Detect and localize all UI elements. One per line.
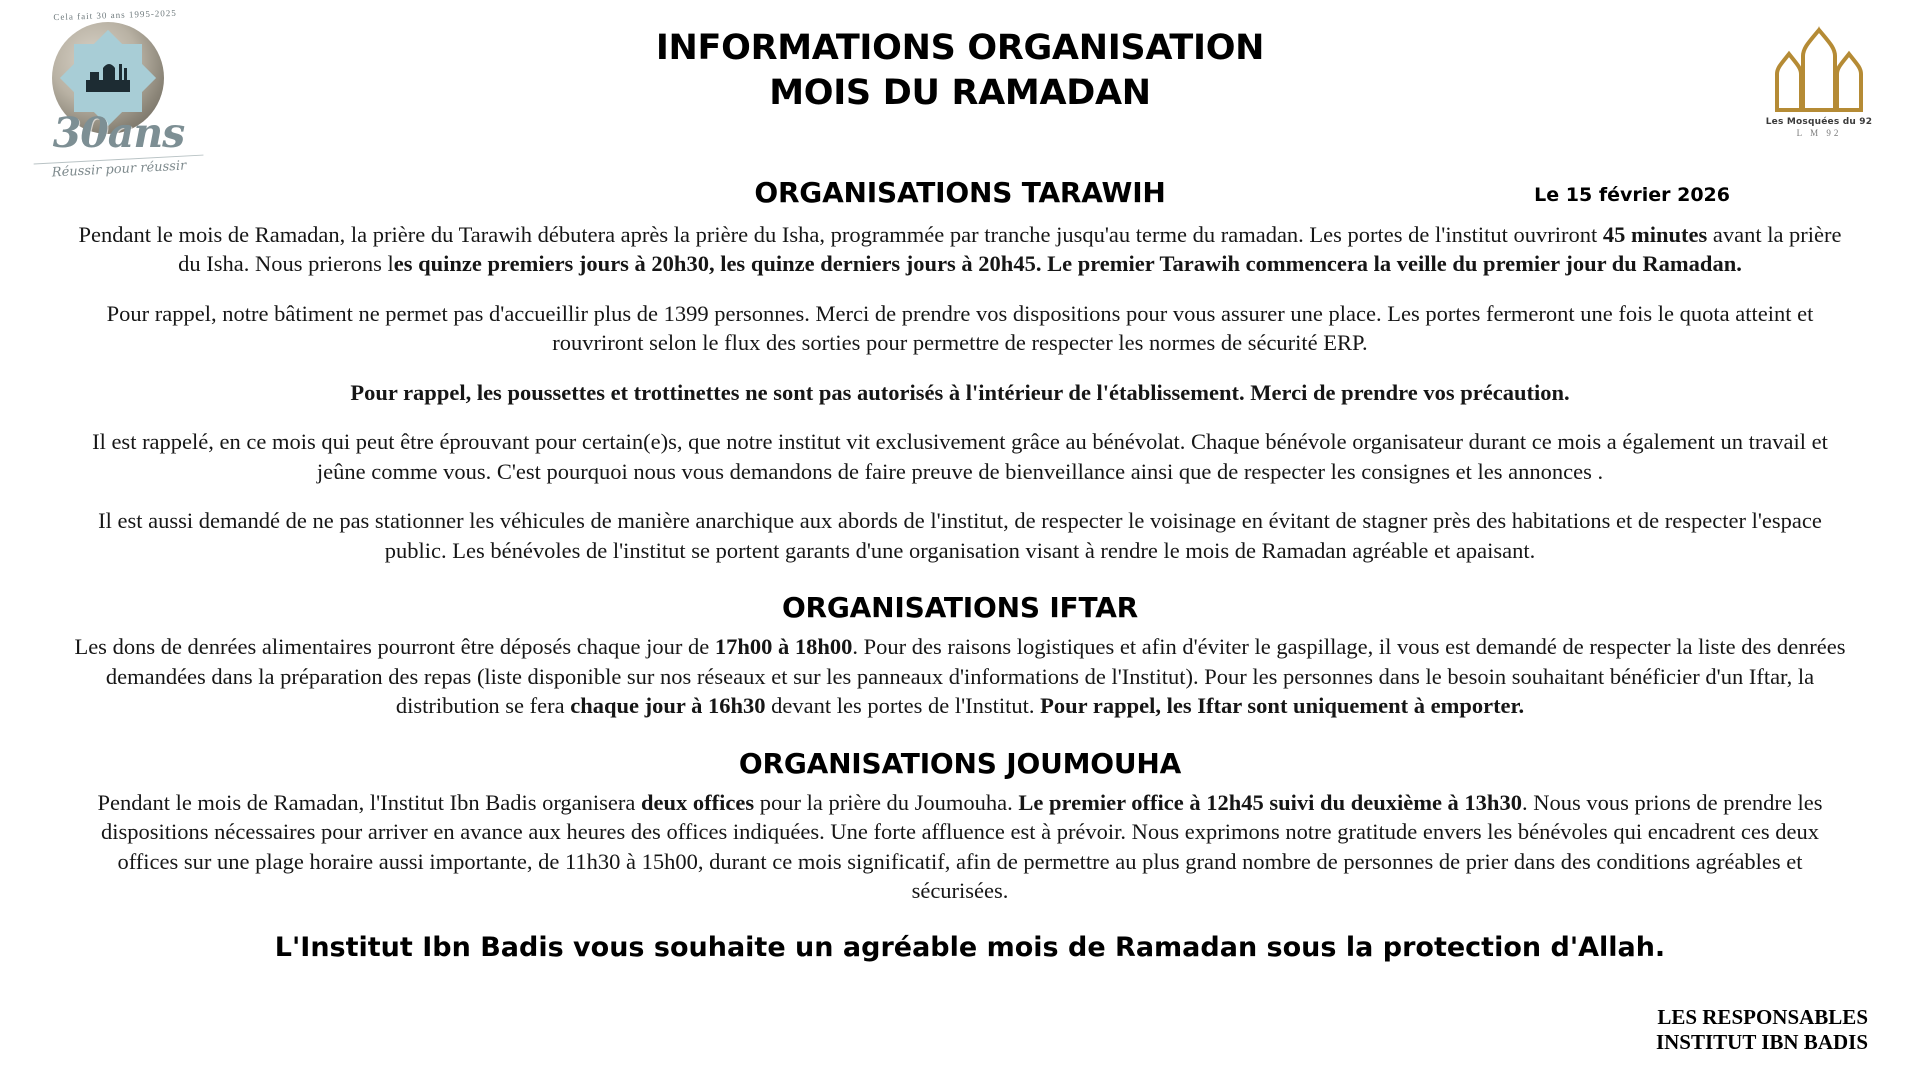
- section-title-joumouha: ORGANISATIONS JOUMOUHA: [738, 746, 1182, 780]
- paragraph: Les dons de denrées alimentaires pourront être déposés chaque jour de 17h00 à 18h00. Pour des raisons logistiques et afin d'éviter le gaspillage, il vous est demandé de respecter la liste des denrées demandées dans la préparation des repas (liste disponible sur nos réseaux et sur les panneaux d'informations de l'Institut). Pour les personnes dans le besoin souhaitant bénéficier d'un Iftar, la distribution se fera chaque jour à 16h30 devant les portes de l'Institut. Pour rappel, les Iftar sont uniquement à emporter.: [74, 634, 1846, 719]
- section-body-iftar: [0, 632, 1920, 720]
- page-title: [0, 26, 1920, 116]
- page-title-line-1: INFORMATIONS ORGANISATION: [655, 28, 1265, 68]
- anniversary-years-text: 30ans: [52, 109, 185, 157]
- anniversary-slogan: Réussir pour réussir: [34, 155, 205, 182]
- section-title-iftar: ORGANISATIONS IFTAR: [781, 591, 1139, 625]
- section-title-tarawih: ORGANISATIONS TARAWIH: [754, 176, 1166, 209]
- signature-block: [1656, 1005, 1868, 1056]
- section-body-joumouha: [0, 788, 1920, 906]
- signature-line-2: INSTITUT IBN BADIS: [1655, 1030, 1868, 1055]
- paragraph: Pendant le mois de Ramadan, la prière du Tarawih débutera après la prière du Isha, programmée par tranche jusqu'au terme du ramadan. Les portes de l'institut ouvriront 45 minutes avant la prière du Isha. Nous prierons les quinze premiers jours à 20h30, les quinze derniers jours à 20h45. Le premier Tarawih commencera la veille du premier jour du Ramadan.: [78, 222, 1842, 277]
- signature-line-1: LES RESPONSABLES: [1657, 1004, 1868, 1029]
- paragraph: Pendant le mois de Ramadan, l'Institut Ibn Badis organisera deux offices pour la prière du Joumouha. Le premier office à 12h45 suivi du deuxième à 13h30. Nous vous prions de prendre les dispositions nécessaires pour arriver en avance aux heures des offices indiquées. Une forte affluence est à prévoir. Nous exprimons notre gratitude envers les bénévoles qui encadrent ces deux offices sur une plage horaire aussi importante, de 11h30 à 15h00, durant ce mois significatif, afin de permettre au plus grand nombre de personnes de prier dans des conditions agréables et sécurisées.: [97, 789, 1823, 904]
- document-header: [0, 0, 1920, 181]
- section-header-tarawih: [0, 176, 1920, 220]
- section-body-tarawih: [0, 220, 1920, 565]
- paragraph: Pour rappel, notre bâtiment ne permet pas d'accueillir plus de 1399 personnes. Merci de prendre vos dispositions pour vous assurer une place. Les portes fermeront une fois le quota atteint et rouvriront selon le flux des sorties pour permettre de respecter les normes de sécurité ERP.: [106, 300, 1814, 356]
- logo-caption: Les Mosquées du 92: [1765, 117, 1873, 127]
- document-date: Le 15 février 2026: [1534, 184, 1730, 206]
- closing-statement: L'Institut Ibn Badis vous souhaite un agréable mois de Ramadan sous la protection d'Allah.: [274, 931, 1666, 963]
- three-mosques-icon: [1763, 24, 1875, 116]
- mosque-silhouette-icon: [86, 62, 130, 92]
- anniversary-arc-text: Cela fait 30 ans 1995-2025: [53, 7, 177, 23]
- page-title-line-2: MOIS DU RAMADAN: [769, 72, 1151, 113]
- paragraph: Pour rappel, les poussettes et trottinettes ne sont pas autorisés à l'intérieur de l'établissement. Merci de prendre vos précaution.: [350, 379, 1570, 405]
- mosques-du-92-logo: [1744, 24, 1894, 154]
- logo-subcaption: L M 92: [1796, 128, 1842, 138]
- paragraph: Il est rappelé, en ce mois qui peut être éprouvant pour certain(e)s, que notre institut vit exclusivement grâce au bénévolat. Chaque bénévole organisateur durant ce mois a également un travail et jeûne comme vous. C'est pourquoi nous vous demandons de faire preuve de bienveillance ainsi que de respecter les consignes et les annonces .: [92, 429, 1828, 484]
- paragraph: Il est aussi demandé de ne pas stationner les véhicules de manière anarchique aux abords de l'institut, de respecter le voisinage en évitant de stagner près des habitations et de respecter l'espace public. Les bénévoles de l'institut se portent garants d'une organisation visant à rendre le mois de Ramadan agréable et apaisant.: [98, 508, 1822, 563]
